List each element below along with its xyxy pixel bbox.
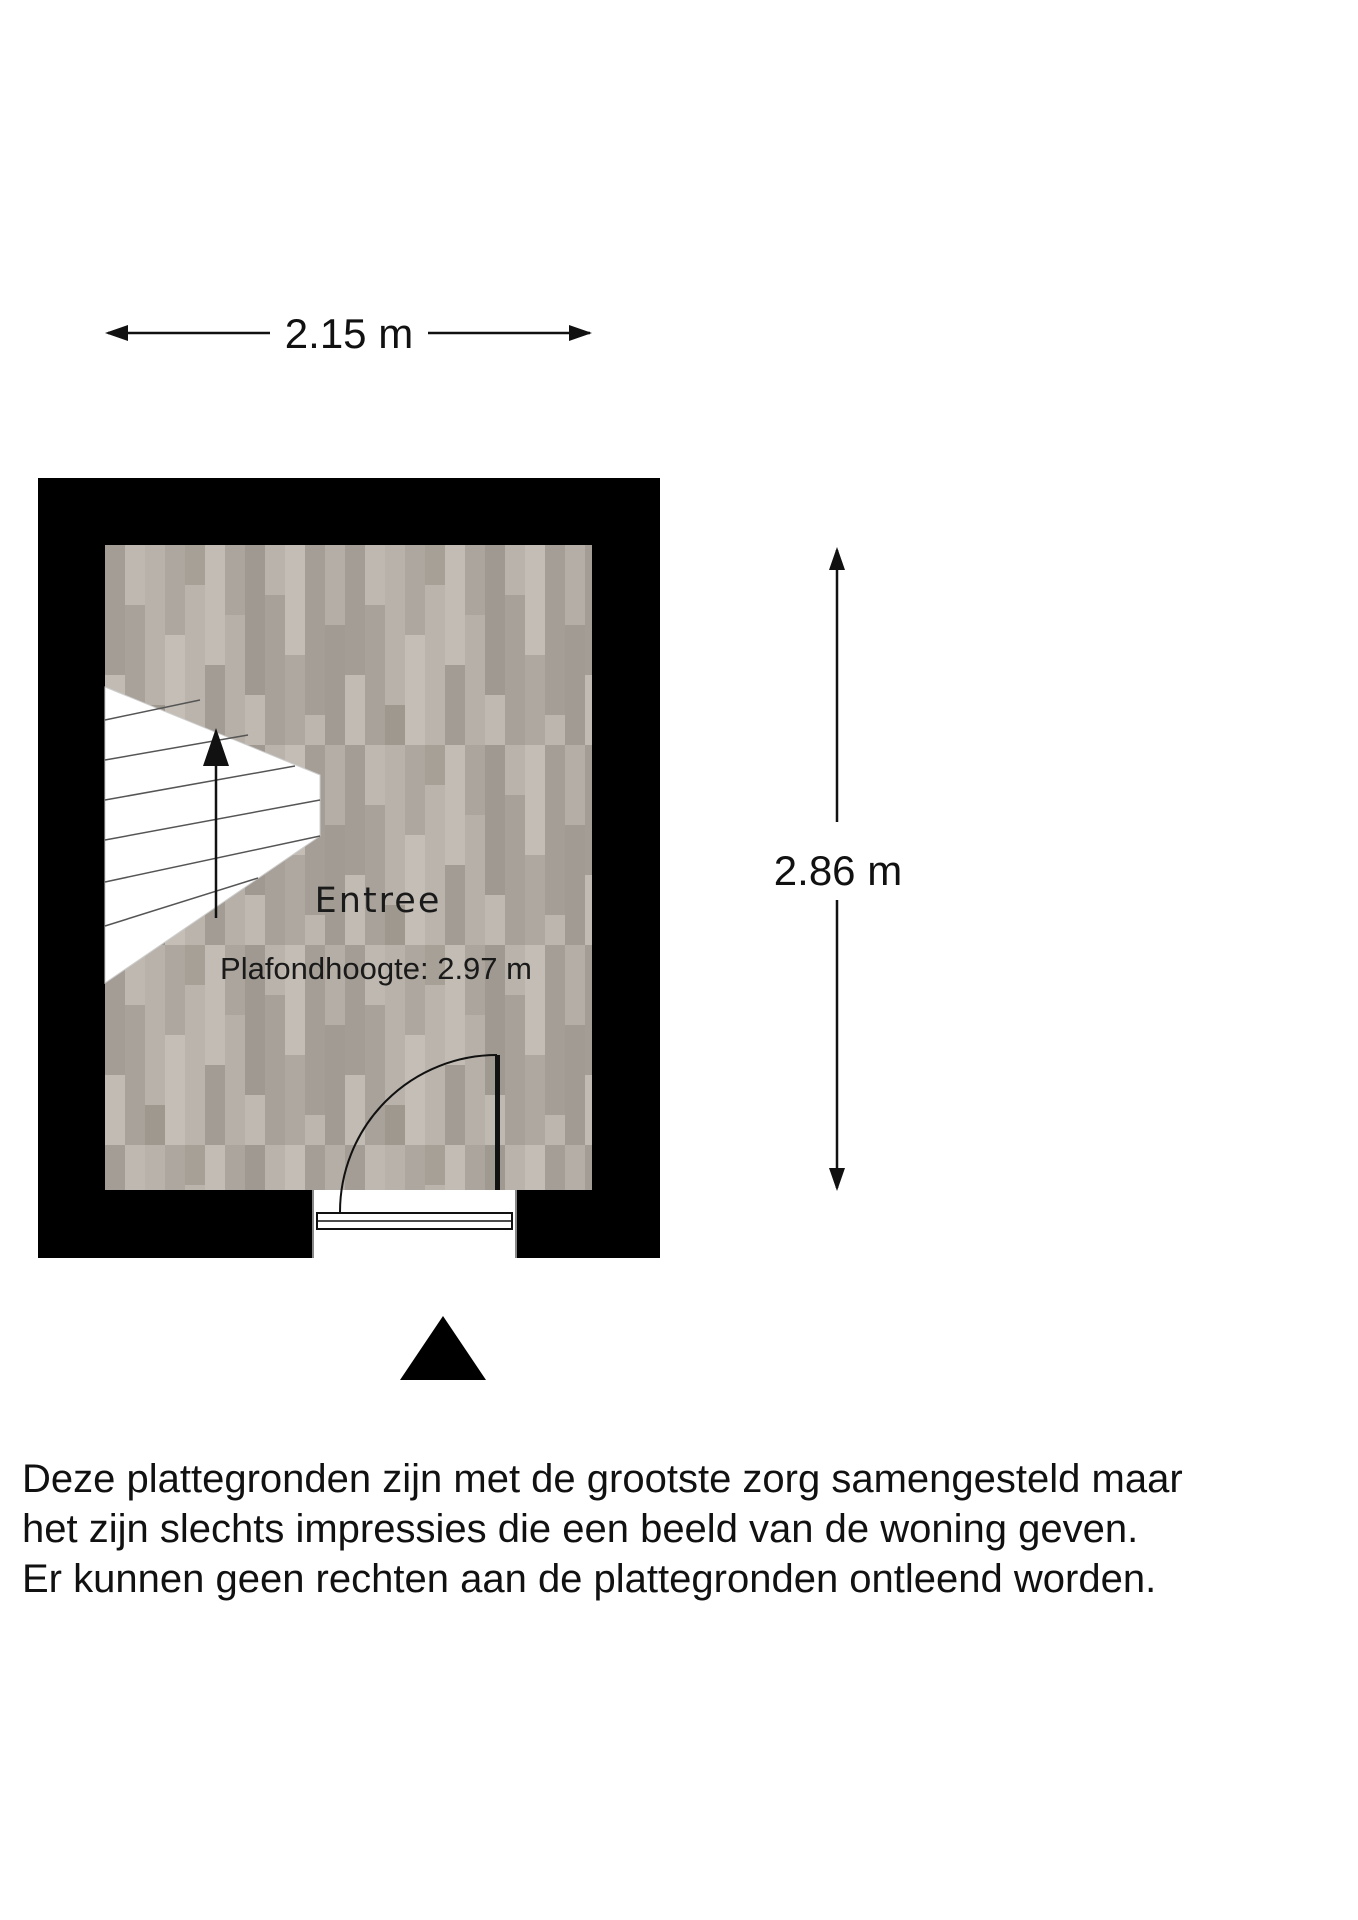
disclaimer-line-1: Deze plattegronden zijn met de grootste zorg samengesteld maar — [22, 1457, 1183, 1501]
disclaimer-line-2: het zijn slechts impressies die een beeld van de woning geven. — [22, 1507, 1139, 1551]
width-label: 2.15 m — [284, 310, 414, 357]
doorway — [313, 1190, 516, 1258]
triangle-up-icon — [400, 1316, 486, 1380]
height-dimension — [774, 547, 902, 1191]
disclaimer — [22, 1454, 1342, 1604]
ceiling-height: Plafondhoogte: 2.97 m — [220, 951, 532, 986]
room-name: Entree — [314, 881, 442, 921]
disclaimer-line-3: Er kunnen geen rechten aan de plattegronden ontleend worden. — [22, 1557, 1157, 1601]
height-label: 2.86 m — [773, 847, 903, 894]
width-dimension — [105, 310, 592, 357]
